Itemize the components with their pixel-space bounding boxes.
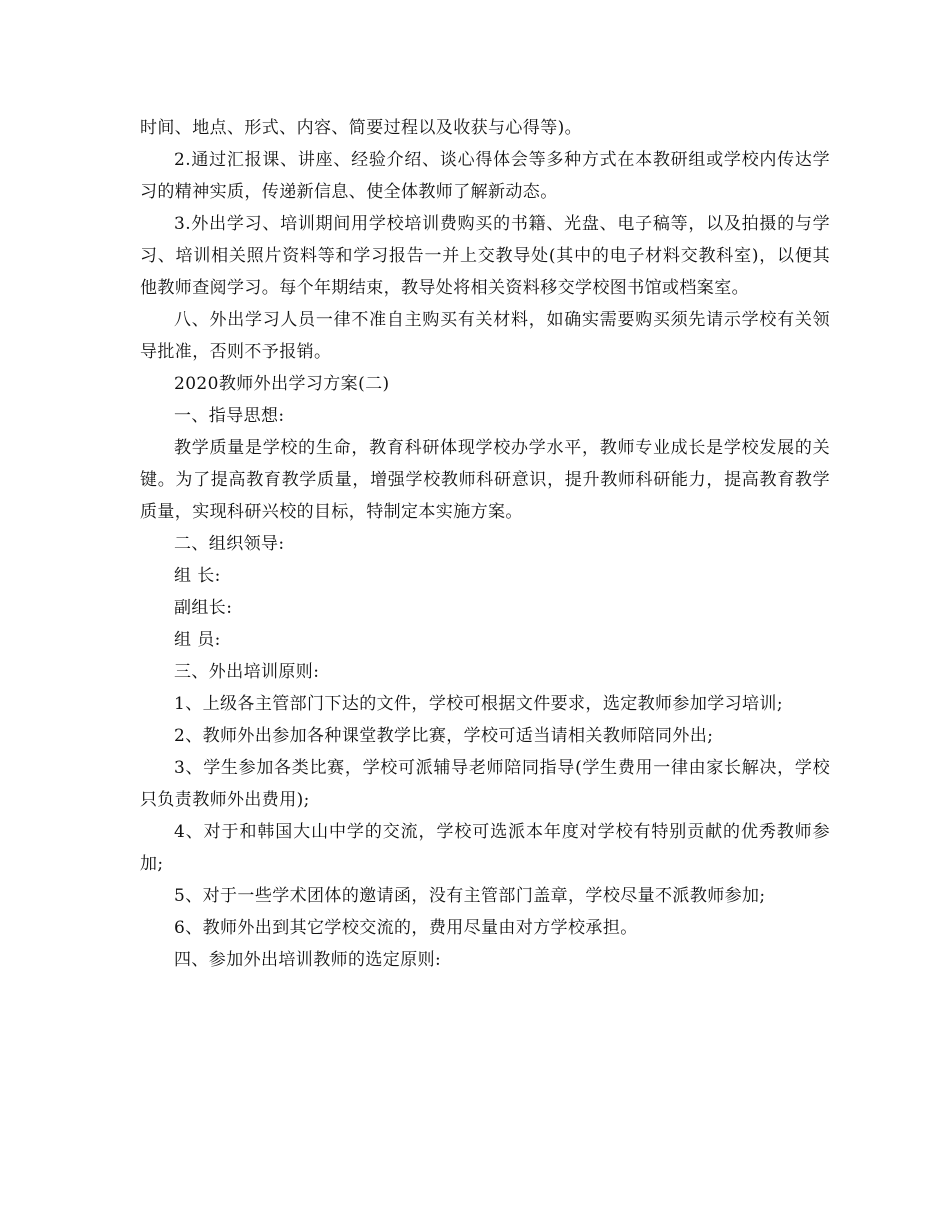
principle-item-3: 3、学生参加各类比赛，学校可派辅导老师陪同指导(学生费用一律由家长解决，学校只负责教师外出费用); [140, 758, 830, 810]
group-leader-line: 组 长: [174, 566, 221, 586]
section-heading-2: 二、组织领导: [174, 534, 285, 554]
section-heading-3: 三、外出培训原则: [174, 662, 320, 682]
section-heading-4: 四、参加外出培训教师的选定原则: [174, 950, 442, 970]
principle-item-6: 6、教师外出到其它学校交流的，费用尽量由对方学校承担。 [174, 918, 638, 938]
principle-item-4: 4、对于和韩国大山中学的交流，学校可选派本年度对学校有特别贡献的优秀教师参加; [140, 822, 830, 874]
deputy-leader-line: 副组长: [174, 598, 233, 618]
principle-item-5: 5、对于一些学术团体的邀请函，没有主管部门盖章，学校尽量不派教师参加; [174, 886, 766, 906]
document-body [140, 112, 830, 976]
paragraph-continuation: 时间、地点、形式、内容、简要过程以及收获与心得等)。 [140, 118, 583, 138]
principle-item-2: 2、教师外出参加各种课堂教学比赛，学校可适当请相关教师陪同外出; [174, 726, 714, 746]
group-member-line: 组 员: [174, 630, 221, 650]
section-heading-1: 一、指导思想: [174, 406, 285, 426]
paragraph-guiding-thought: 教学质量是学校的生命，教育科研体现学校办学水平，教师专业成长是学校发展的关键。为了提高教育教学质量，增强学校教师科研意识，提升教师科研能力，提高教育教学质量，实现科研兴校的目标，特制定本实施方案。 [140, 438, 830, 522]
paragraph-item-3: 3.外出学习、培训期间用学校培训费购买的书籍、光盘、电子稿等，以及拍摄的与学习、培训相关照片资料等和学习报告一并上交教导处(其中的电子材料交教科室)，以便其他教师查阅学习。每个年期结束，教导处将相关资料移交学校图书馆或档案室。 [140, 214, 830, 298]
document-subtitle: 2020教师外出学习方案(二) [174, 374, 390, 394]
principle-item-1: 1、上级各主管部门下达的文件，学校可根据文件要求，选定教师参加学习培训; [174, 694, 783, 714]
paragraph-item-2: 2.通过汇报课、讲座、经验介绍、谈心得体会等多种方式在本教研组或学校内传达学习的精神实质，传递新信息、使全体教师了解新动态。 [140, 150, 830, 202]
paragraph-section-8: 八、外出学习人员一律不准自主购买有关材料，如确实需要购买须先请示学校有关领导批准，否则不予报销。 [140, 310, 830, 362]
